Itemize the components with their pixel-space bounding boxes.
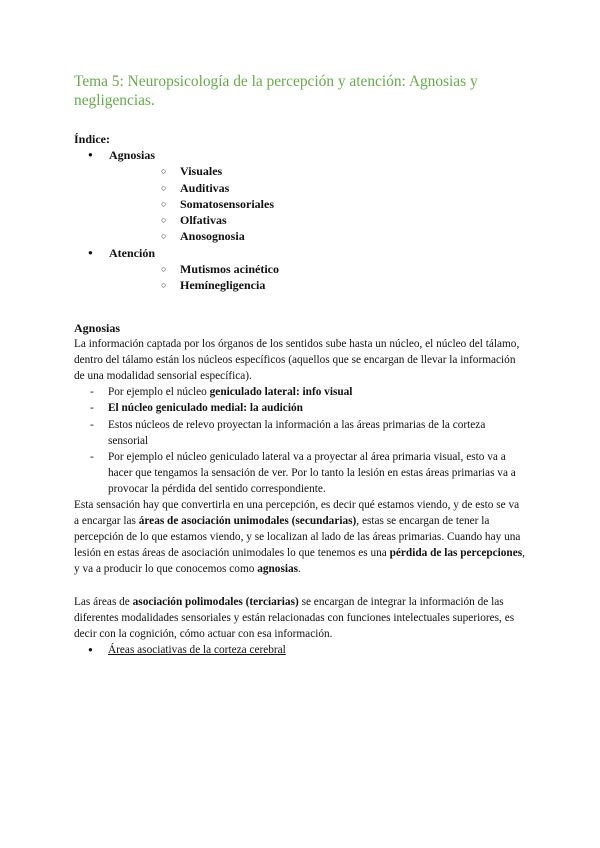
dash-text: Por ejemplo el núcleo geniculado lateral va a proyectar al área primaria visual, esto va a hacer que tengamos la sensación de ver. Por lo tanto la lesión en estas áreas primarias va a provocar la pérdida del sentido correspondiente. — [108, 450, 516, 495]
index-subitem — [109, 180, 554, 196]
index-subitem-label: Mutismos acinético — [180, 262, 279, 277]
index-subitem-label: Auditivas — [180, 180, 230, 195]
dash-list — [74, 384, 526, 497]
index-sublist — [109, 163, 554, 244]
text-run: , estas se encargan de tener la percepción de lo que estamos viendo, y se localizan al lado de las áreas primarias. Cuando hay una lesión en estas áreas de asociación unimodales lo que tenemos es una — [74, 515, 521, 560]
text-run: . — [298, 563, 301, 576]
text-run: se encargan de integrar la información de las diferentes modalidades sensoriales y están relacionadas con funciones intelectuales superiores, es decir con la cognición, cómo actuar con esa información. — [74, 595, 515, 640]
index-subitem-label: Somatosensoriales — [180, 196, 274, 211]
index-item-atencion — [74, 245, 554, 294]
dash-item — [74, 449, 526, 497]
bold-run: asociación polimodales (terciarias) — [132, 595, 299, 608]
paragraph-intro: La información captada por los órganos de los sentidos sube hasta un núcleo, el núcleo del tálamo, dentro del tálamo están los núcleos específicos (aquellos que se encargan de llevar la información de una modalidad sensorial específica). — [74, 338, 520, 383]
dash-bold-text: El núcleo geniculado medial: la audición — [108, 402, 303, 415]
index-subitem — [109, 196, 554, 212]
bold-run: agnosias — [257, 563, 299, 576]
paragraph-perception — [74, 497, 526, 577]
agnosias-section — [74, 320, 526, 658]
index-subitem-label: Visuales — [180, 164, 223, 179]
index-subitem — [109, 212, 554, 228]
paragraph-polimodal — [74, 594, 526, 642]
text-run: , y va a producir lo que conocemos como — [74, 547, 525, 576]
text-run: Esta sensación hay que convertirla en una percepción, es decir qué estamos viendo, y de esto se va a encargar las — [74, 499, 520, 528]
index-subitem — [109, 277, 554, 293]
dash-item — [74, 384, 526, 400]
index-item-label: Atención — [109, 245, 155, 260]
spacer — [74, 578, 526, 594]
bullet-list — [74, 642, 526, 658]
index-subitem — [109, 163, 554, 179]
index-section — [74, 131, 554, 294]
bold-run: áreas de asociación unimodales (secundarias) — [138, 515, 357, 528]
dash-text: Estos núcleos de relevo proyectan la información a las áreas primarias de la corteza sensorial — [108, 418, 486, 447]
index-subitem — [109, 228, 554, 244]
index-item-agnosias — [74, 147, 554, 245]
index-subitem-label: Anosognosia — [180, 229, 245, 244]
dash-item — [74, 417, 526, 449]
document-title: Tema 5: Neuropsicología de la percepción y atención: Agnosias y negligencias. — [74, 73, 478, 109]
dash-bold-text: geniculado lateral: info visual — [209, 386, 353, 399]
index-heading: Índice: — [74, 132, 110, 146]
text-run: Las áreas de — [74, 595, 133, 608]
index-sublist — [109, 261, 554, 294]
dash-text: Por ejemplo el núcleo — [108, 386, 210, 399]
section-heading: Agnosias — [74, 321, 121, 335]
index-subitem-label: Hemínegligencia — [180, 278, 266, 293]
bold-run: pérdida de las percepciones — [389, 547, 523, 560]
index-item-label: Agnosias — [109, 148, 156, 162]
index-list — [74, 147, 554, 294]
index-subitem-label: Olfativas — [180, 213, 227, 228]
bullet-item — [74, 642, 526, 658]
link-areas-asociativas[interactable]: Áreas asociativas de la corteza cerebral — [108, 643, 286, 656]
dash-item — [74, 400, 526, 416]
index-subitem — [109, 261, 554, 277]
